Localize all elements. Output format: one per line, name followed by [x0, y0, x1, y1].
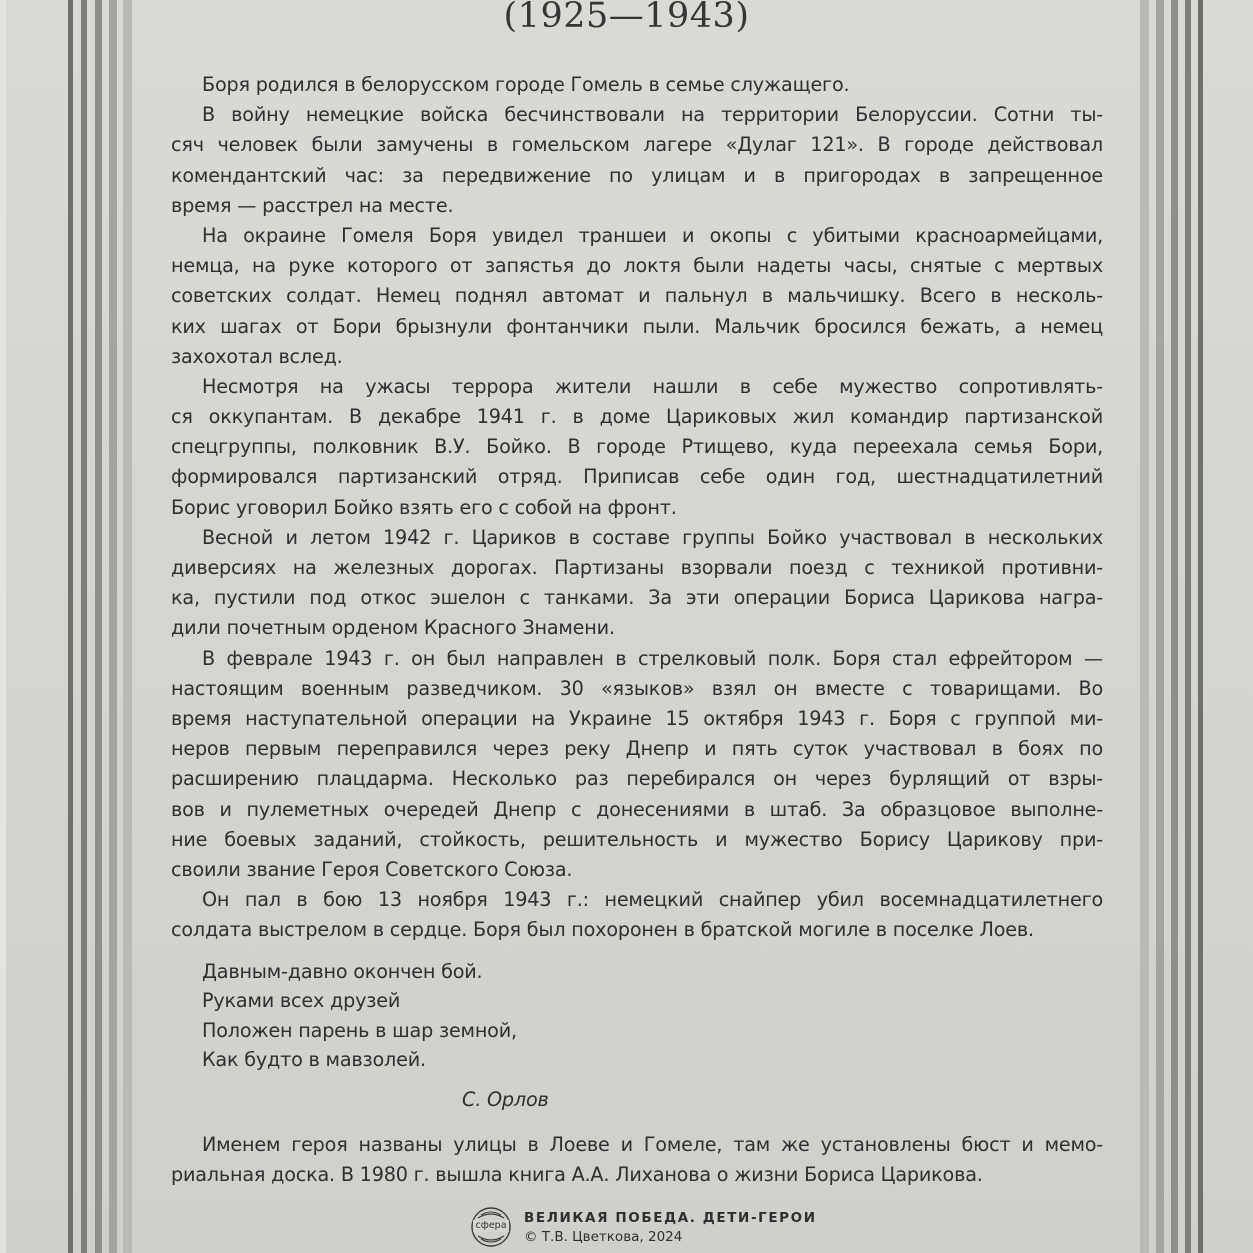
copyright: © Т.В. Цветкова, 2024: [524, 1229, 683, 1245]
text-line: Весной и летом 1942 г. Цариков в составе группы Бойко участвовал в нескольких: [202, 525, 1103, 549]
text-line: ка, пустили под откос эшелон с танками. За эти операции Бориса Царикова награ-: [171, 586, 1103, 610]
text-line: В феврале 1943 г. он был направлен в стрелковый полк. Боря стал ефрейтором —: [202, 646, 1103, 670]
text-line: В войну немецкие войска бесчинствовали на территории Белоруссии. Сотни ты-: [202, 103, 1103, 127]
border-stripe-right: [1198, 0, 1203, 1253]
text-line: спецгруппы, полковник В.У. Бойко. В городе Ртищево, куда переехала семья Бори,: [171, 435, 1103, 459]
border-stripe-right: [1185, 0, 1191, 1253]
closing-paragraph: [171, 1130, 1103, 1190]
text-line: На окраине Гомеля Боря увидел траншеи и окопы с убитыми красноармейцами,: [202, 223, 1103, 247]
text-line: сяч человек были замучены в гомельском лагере «Дулаг 121». В городе действовал: [171, 133, 1103, 157]
text-line: неров первым переправился через реку Днепр и пять суток участвовал в боях по: [171, 737, 1103, 761]
text-line: Именем героя названы улицы в Лоеве и Гомеле, там же установлены бюст и мемо-: [202, 1133, 1103, 1156]
poem-line: Положен парень в шар земной,: [202, 1018, 517, 1042]
text-line: Боря родился в белорусском городе Гомель в семье служащего.: [202, 73, 850, 96]
paragraph: [171, 644, 1103, 886]
series-title: ВЕЛИКАЯ ПОБЕДА. ДЕТИ-ГЕРОИ: [524, 1210, 817, 1226]
text-line: своили звание Героя Советского Союза.: [171, 857, 573, 881]
poem-line: Давным-давно окончен бой.: [202, 960, 483, 983]
text-line: комендантский час: за передвижение по улицам и в пригородах в запрещенное: [171, 163, 1103, 187]
text-line: ся оккупантам. В декабре 1941 г. в доме Цариковых жил командир партизанской: [171, 405, 1103, 429]
logo-text: сфера: [473, 1220, 509, 1232]
paragraph: [171, 523, 1103, 644]
text-line: риальная доска. В 1980 г. вышла книга А.А. Лиханова о жизни Бориса Царикова.: [171, 1163, 983, 1187]
text-line: советских солдат. Немец поднял автомат и пальнул в мальчишку. Всего в несколь-: [171, 284, 1103, 308]
paragraph: [171, 885, 1103, 945]
poem-line: Руками всех друзей: [202, 989, 401, 1013]
text-line: дили почетным орденом Красного Знамени.: [171, 616, 615, 640]
poem-block: [202, 957, 517, 1074]
text-line: настоящим военным разведчиком. 30 «языков» взял он вместе с товарищами. Во: [171, 676, 1103, 700]
border-stripe-left: [95, 0, 102, 1253]
paragraph: [171, 221, 1103, 372]
text-line: формировался партизанский отряд. Приписав себе один год, шестнадцатилетний: [171, 465, 1103, 489]
article-body: [171, 70, 1103, 945]
text-line: ких шагах от Бори брызнули фонтанчики пыли. Мальчик бросился бежать, а немец: [171, 314, 1103, 338]
text-line: расширению плацдарма. Несколько раз перебирался он через бурлящий от взры-: [171, 767, 1103, 791]
text-line: время — расстрел на месте.: [171, 193, 454, 217]
border-stripe-right: [1156, 0, 1164, 1253]
text-line: диверсиях на железных дорогах. Партизаны взорвали поезд с техникой противни-: [171, 556, 1103, 579]
page-edge: [0, 0, 6, 1253]
text-line: Несмотря на ужасы террора жители нашли в себе мужество сопротивлять-: [202, 374, 1103, 398]
paragraph: [171, 100, 1103, 221]
border-stripe-left: [109, 0, 117, 1253]
text-line: захохотал вслед.: [171, 344, 343, 368]
text-line: Он пал в бою 13 ноября 1943 г.: немецкий снайпер убил восемнадцатилетнего: [202, 888, 1103, 912]
border-stripe-right: [1171, 0, 1178, 1253]
text-line: ние боевых заданий, стойкость, решительность и мужество Борису Царикову при-: [171, 827, 1103, 851]
paragraph: [171, 372, 1103, 523]
border-stripe-left: [123, 0, 132, 1253]
poem-author: С. Орлов: [462, 1088, 549, 1111]
border-stripe-left: [68, 0, 73, 1253]
paragraph: [171, 70, 1103, 100]
border-stripe-right: [1140, 0, 1149, 1253]
page-title-years: (1925—1943): [503, 0, 750, 36]
text-line: время наступательной операции на Украине 15 октября 1943 г. Боря с группой ми-: [171, 706, 1103, 730]
text-line: солдата выстрелом в сердце. Боря был похоронен в братской могиле в поселке Лоев.: [171, 918, 1034, 942]
text-line: Борис уговорил Бойко взять его с собой на фронт.: [171, 495, 677, 519]
poem-line: Как будто в мавзолей.: [202, 1047, 426, 1071]
text-line: вов и пулеметных очередей Днепр с донесениями в штаб. За образцовое выполне-: [171, 797, 1103, 821]
sfera-logo-icon: [470, 1206, 512, 1248]
text-line: немца, на руке которого от запястья до локтя были надеты часы, снятые с мертвых: [171, 254, 1103, 278]
border-stripe-left: [81, 0, 87, 1253]
